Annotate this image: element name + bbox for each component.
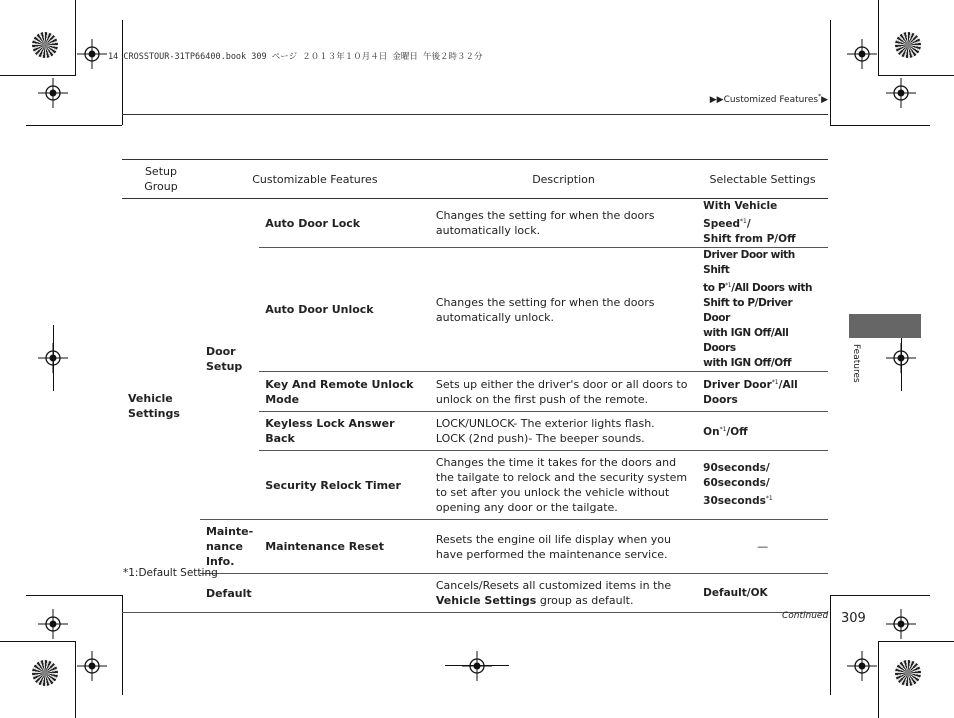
registration-mark-icon bbox=[847, 39, 877, 69]
feature-description: Changes the time it takes for the doors and the tailgate to relock and the security system to set after you unlock the vehicle without opening any door or the tailgate. bbox=[430, 451, 697, 520]
selectable-settings: Driver Door$^{*1}$/All Doors bbox=[697, 372, 828, 412]
table-row bbox=[122, 520, 828, 574]
header-description: Description bbox=[430, 160, 697, 199]
subgroup-maintenance-info: Mainte- nance Info. bbox=[200, 520, 259, 574]
feature-name: Auto Door Lock bbox=[259, 199, 430, 248]
feature-name: Auto Door Unlock bbox=[259, 248, 430, 372]
color-target-icon bbox=[895, 660, 921, 686]
registration-mark-icon bbox=[847, 651, 877, 681]
registration-mark-icon bbox=[886, 609, 916, 639]
selectable-settings: With Vehicle Speed$^{*1}$/ Shift from P/Off bbox=[697, 199, 828, 248]
color-target-icon bbox=[895, 32, 921, 58]
feature-description: Cancels/Resets all customized items in the Vehicle Settings group as default. bbox=[430, 574, 697, 613]
table-row bbox=[122, 199, 828, 248]
feature-description: Changes the setting for when the doors automatically unlock. bbox=[430, 248, 697, 372]
continued-label: Continued bbox=[782, 611, 829, 621]
feature-description: Changes the setting for when the doors automatically lock. bbox=[430, 199, 697, 248]
breadcrumb-label: Customized Features bbox=[723, 95, 819, 105]
header-customizable-features: Customizable Features bbox=[200, 160, 430, 199]
selectable-settings: Default/OK bbox=[697, 574, 828, 613]
feature-description: LOCK/UNLOCK- The exterior lights flash. LOCK (2nd push)- The beeper sounds. bbox=[430, 412, 697, 451]
top-divider bbox=[122, 114, 828, 115]
feature-name: Maintenance Reset bbox=[259, 520, 430, 574]
feature-description: Resets the engine oil life display when you have performed the maintenance service. bbox=[430, 520, 697, 574]
header-setup-group: Setup Group bbox=[122, 160, 200, 199]
subgroup-door-setup: Door Setup bbox=[200, 199, 259, 520]
selectable-settings: On$^{*1}$/Off bbox=[697, 412, 828, 451]
registration-mark-icon bbox=[77, 651, 107, 681]
header-selectable-settings: Selectable Settings bbox=[697, 160, 828, 199]
breadcrumb-footnote-mark: * bbox=[818, 93, 822, 100]
breadcrumb[interactable] bbox=[710, 93, 828, 105]
registration-mark-icon bbox=[886, 78, 916, 108]
page-number: 309 bbox=[841, 611, 866, 626]
color-target-icon bbox=[32, 32, 58, 58]
footnote: *1:Default Setting bbox=[123, 567, 218, 579]
registration-mark-icon bbox=[77, 39, 107, 69]
customization-table bbox=[122, 159, 828, 613]
registration-mark-icon bbox=[38, 78, 68, 108]
table-header-row bbox=[122, 160, 828, 199]
feature-description: Sets up either the driver's door or all doors to unlock on the first push of the remote. bbox=[430, 372, 697, 412]
color-target-icon bbox=[32, 660, 58, 686]
feature-name: Security Relock Timer bbox=[259, 451, 430, 520]
selectable-settings: 90seconds/ 60seconds/ 30seconds$^{*1}$ bbox=[697, 451, 828, 520]
selectable-settings: — bbox=[697, 520, 828, 574]
bold-term: Vehicle Settings bbox=[435, 594, 537, 607]
feature-name: Keyless Lock Answer Back bbox=[259, 412, 430, 451]
registration-mark-icon bbox=[38, 609, 68, 639]
print-file-info: 14 CROSSTOUR-31TP66400.book 309 ページ ２０１３年１０月４日 金曜日 午後２時３２分 bbox=[108, 52, 483, 62]
table-row bbox=[122, 574, 828, 613]
breadcrumb-arrow-icon: ▶ bbox=[821, 95, 828, 105]
breadcrumb-arrow-icon: ▶▶ bbox=[709, 95, 724, 105]
registration-mark-icon bbox=[462, 651, 492, 681]
group-vehicle-settings: Vehicle Settings bbox=[122, 199, 200, 613]
feature-name: Key And Remote Unlock Mode bbox=[259, 372, 430, 412]
section-label: Features bbox=[851, 344, 861, 383]
selectable-settings: Driver Door with Shift to $P^{*1}$/All Doors with Shift to P/Driver Door with IGN Off/All Doors with IGN Off/Off bbox=[697, 248, 828, 372]
section-tab[interactable] bbox=[849, 314, 921, 338]
feature-name: Default bbox=[200, 574, 430, 613]
